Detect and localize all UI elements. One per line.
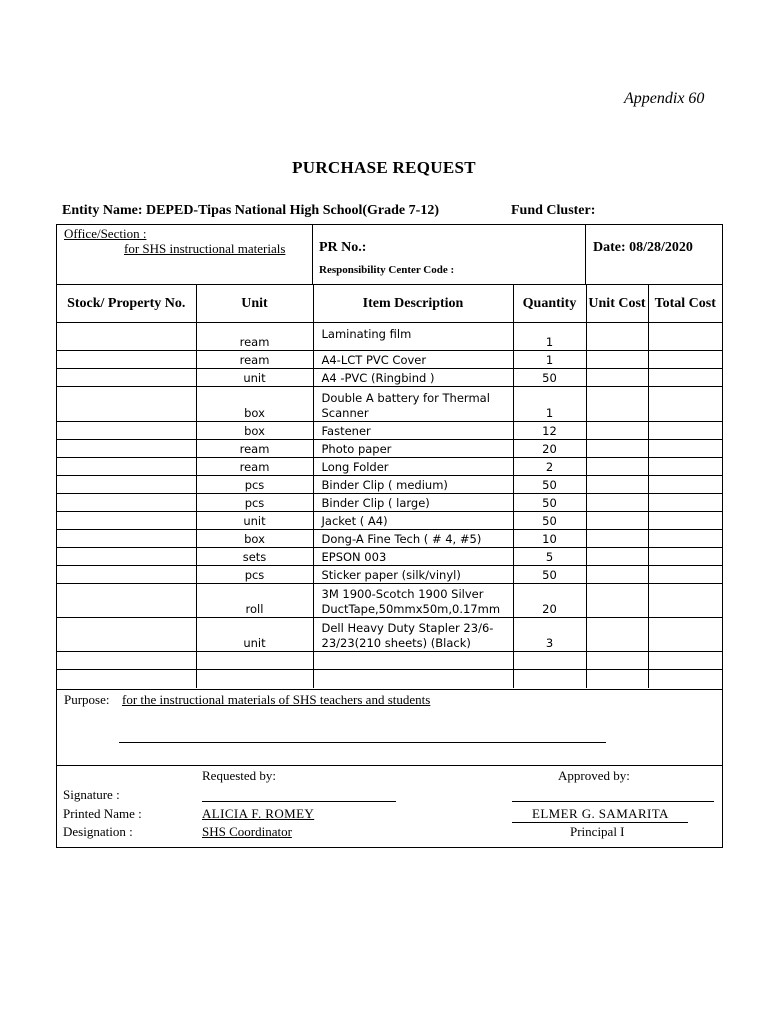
quantity-cell: 50 <box>513 369 586 387</box>
stock-cell <box>57 494 196 512</box>
approver-signature-line <box>512 801 714 802</box>
date-field: Date: 08/28/2020 <box>593 240 693 255</box>
unit-cost-cell <box>586 530 648 548</box>
total-cost-cell <box>648 530 722 548</box>
total-cost-cell <box>648 584 722 618</box>
col-stock-property-no: Stock/ Property No. <box>57 285 196 323</box>
office-section-value: for SHS instructional materials <box>124 241 286 256</box>
unit-cell: ream <box>196 323 313 351</box>
approved-by-label: Approved by: <box>558 768 630 783</box>
unit-cell: pcs <box>196 476 313 494</box>
purpose-section <box>57 689 722 766</box>
description-cell: Dell Heavy Duty Stapler 23/6-23/23(210 sheets) (Black) <box>313 618 513 652</box>
table-row <box>57 584 722 618</box>
col-quantity: Quantity <box>513 285 586 323</box>
quantity-cell: 1 <box>513 351 586 369</box>
header-divider-left <box>312 225 313 284</box>
unit-cost-cell <box>586 584 648 618</box>
purpose-blank-line <box>119 742 606 743</box>
unit-cost-cell <box>586 458 648 476</box>
stock-cell <box>57 566 196 584</box>
entity-name: Entity Name: DEPED-Tipas National High School(Grade 7-12) <box>62 203 439 218</box>
pr-number-label: PR No.: <box>319 240 367 255</box>
items-table <box>57 284 722 688</box>
purchase-request-form <box>56 224 723 848</box>
unit-cost-cell <box>586 387 648 422</box>
signature-label: Signature : <box>63 787 120 802</box>
form-header <box>57 225 722 285</box>
description-cell: Binder Clip ( medium) <box>313 476 513 494</box>
stock-cell <box>57 530 196 548</box>
table-row <box>57 351 722 369</box>
table-row <box>57 476 722 494</box>
quantity-cell: 50 <box>513 566 586 584</box>
total-cost-cell <box>648 618 722 652</box>
table-row <box>57 566 722 584</box>
quantity-cell: 2 <box>513 458 586 476</box>
quantity-cell: 10 <box>513 530 586 548</box>
stock-cell <box>57 440 196 458</box>
unit-cell: box <box>196 422 313 440</box>
signature-section <box>57 766 722 847</box>
requester-name: ALICIA F. ROMEY <box>202 806 315 821</box>
quantity-cell: 1 <box>513 323 586 351</box>
total-cost-cell <box>648 422 722 440</box>
table-row <box>57 369 722 387</box>
stock-cell <box>57 387 196 422</box>
total-cost-cell <box>648 458 722 476</box>
unit-cost-cell <box>586 512 648 530</box>
total-cost-cell <box>648 351 722 369</box>
approver-name: ELMER G. SAMARITA <box>532 806 669 821</box>
stock-cell <box>57 548 196 566</box>
total-cost-cell <box>648 323 722 351</box>
unit-cost-cell <box>586 369 648 387</box>
description-cell: Photo paper <box>313 440 513 458</box>
quantity-cell: 20 <box>513 584 586 618</box>
table-row <box>57 548 722 566</box>
description-cell: EPSON 003 <box>313 548 513 566</box>
description-cell: Fastener <box>313 422 513 440</box>
description-cell: 3M 1900-Scotch 1900 Silver DuctTape,50mmx50m,0.17mm <box>313 584 513 618</box>
total-cost-cell <box>648 512 722 530</box>
stock-cell <box>57 422 196 440</box>
unit-cost-cell <box>586 323 648 351</box>
total-cost-cell <box>648 566 722 584</box>
stock-cell <box>57 323 196 351</box>
description-cell: Laminating film <box>313 323 513 351</box>
table-row <box>57 458 722 476</box>
quantity-cell: 1 <box>513 387 586 422</box>
quantity-cell: 50 <box>513 494 586 512</box>
description-cell: Double A battery for Thermal Scanner <box>313 387 513 422</box>
table-row <box>57 530 722 548</box>
table-row <box>57 618 722 652</box>
unit-cell: pcs <box>196 494 313 512</box>
unit-cell: pcs <box>196 566 313 584</box>
stock-cell <box>57 351 196 369</box>
unit-cell: box <box>196 530 313 548</box>
unit-cost-cell <box>586 422 648 440</box>
unit-cost-cell <box>586 351 648 369</box>
approver-name-underline <box>512 822 688 823</box>
responsibility-center-label: Responsibility Center Code : <box>319 264 455 276</box>
description-cell: Long Folder <box>313 458 513 476</box>
unit-cost-cell <box>586 618 648 652</box>
unit-cell: unit <box>196 618 313 652</box>
quantity-cell: 12 <box>513 422 586 440</box>
table-row-empty <box>57 670 722 688</box>
stock-cell <box>57 618 196 652</box>
quantity-cell: 50 <box>513 476 586 494</box>
total-cost-cell <box>648 440 722 458</box>
unit-cost-cell <box>586 476 648 494</box>
total-cost-cell <box>648 387 722 422</box>
document-title: PURCHASE REQUEST <box>292 158 476 177</box>
requester-signature-line <box>202 801 396 802</box>
quantity-cell: 20 <box>513 440 586 458</box>
stock-cell <box>57 369 196 387</box>
requester-designation: SHS Coordinator <box>202 824 292 839</box>
printed-name-label: Printed Name : <box>63 806 142 821</box>
unit-cell: unit <box>196 369 313 387</box>
table-row <box>57 440 722 458</box>
description-cell: Jacket ( A4) <box>313 512 513 530</box>
purpose-label: Purpose: <box>64 692 110 707</box>
table-row <box>57 387 722 422</box>
col-item-description: Item Description <box>313 285 513 323</box>
appendix-label: Appendix 60 <box>624 90 705 107</box>
col-unit: Unit <box>196 285 313 323</box>
total-cost-cell <box>648 476 722 494</box>
approver-designation: Principal I <box>570 824 625 839</box>
stock-cell <box>57 458 196 476</box>
fund-cluster-label: Fund Cluster: <box>511 203 596 218</box>
unit-cell: ream <box>196 458 313 476</box>
designation-label: Designation : <box>63 824 133 839</box>
quantity-cell: 5 <box>513 548 586 566</box>
unit-cell: roll <box>196 584 313 618</box>
table-row <box>57 323 722 351</box>
unit-cell: sets <box>196 548 313 566</box>
unit-cell: unit <box>196 512 313 530</box>
office-section-label: Office/Section : <box>64 226 147 241</box>
description-cell: Sticker paper (silk/vinyl) <box>313 566 513 584</box>
quantity-cell: 50 <box>513 512 586 530</box>
description-cell: Dong-A Fine Tech ( # 4, #5) <box>313 530 513 548</box>
total-cost-cell <box>648 494 722 512</box>
table-row <box>57 512 722 530</box>
unit-cost-cell <box>586 440 648 458</box>
stock-cell <box>57 512 196 530</box>
unit-cell: box <box>196 387 313 422</box>
table-row-empty <box>57 652 722 670</box>
col-unit-cost: Unit Cost <box>586 285 648 323</box>
description-cell: A4 -PVC (Ringbind ) <box>313 369 513 387</box>
stock-cell <box>57 584 196 618</box>
unit-cost-cell <box>586 548 648 566</box>
quantity-cell: 3 <box>513 618 586 652</box>
total-cost-cell <box>648 548 722 566</box>
unit-cost-cell <box>586 566 648 584</box>
table-header-row <box>57 285 722 323</box>
stock-cell <box>57 476 196 494</box>
col-total-cost: Total Cost <box>648 285 722 323</box>
total-cost-cell <box>648 369 722 387</box>
table-row <box>57 422 722 440</box>
unit-cell: ream <box>196 351 313 369</box>
header-divider-right <box>585 225 586 284</box>
description-cell: Binder Clip ( large) <box>313 494 513 512</box>
requested-by-label: Requested by: <box>202 768 277 783</box>
unit-cost-cell <box>586 494 648 512</box>
description-cell: A4-LCT PVC Cover <box>313 351 513 369</box>
purpose-text: for the instructional materials of SHS teachers and students <box>122 692 431 707</box>
unit-cell: ream <box>196 440 313 458</box>
table-row <box>57 494 722 512</box>
